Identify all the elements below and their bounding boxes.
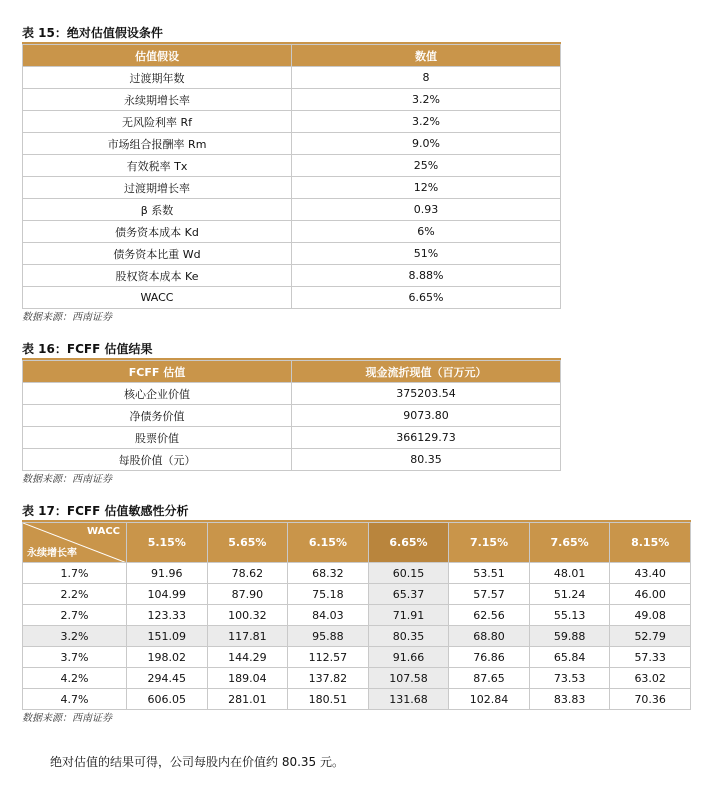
table16-section [22, 340, 561, 489]
table15-section [22, 24, 561, 327]
table17 [22, 522, 691, 710]
table16-label-cell: 股票价值 [23, 427, 292, 449]
sensitivity-row [23, 626, 691, 647]
table15-row [23, 199, 561, 221]
sensitivity-value-cell: 117.81 [207, 626, 288, 647]
growth-rate-cell: 3.2% [23, 626, 127, 647]
sensitivity-value-cell: 49.08 [610, 605, 691, 626]
sensitivity-value-cell: 55.13 [529, 605, 610, 626]
sensitivity-value-cell: 57.57 [449, 584, 530, 605]
table16-label-cell: 净债务价值 [23, 405, 292, 427]
sensitivity-value-cell: 65.84 [529, 647, 610, 668]
wacc-column-header: 5.15% [127, 523, 208, 563]
table16-body [23, 383, 561, 471]
growth-rate-cell: 4.7% [23, 689, 127, 710]
table16-value-cell: 9073.80 [292, 405, 561, 427]
table16-row [23, 449, 561, 471]
table15-row [23, 89, 561, 111]
table16-header-item: FCFF 估值 [23, 361, 292, 383]
sensitivity-value-cell: 71.91 [368, 605, 449, 626]
table15-row [23, 133, 561, 155]
table15-row [23, 155, 561, 177]
sensitivity-value-cell: 53.51 [449, 563, 530, 584]
sensitivity-value-cell: 123.33 [127, 605, 208, 626]
sensitivity-value-cell: 59.88 [529, 626, 610, 647]
table15-row [23, 177, 561, 199]
sensitivity-value-cell: 137.82 [288, 668, 369, 689]
table16-label-cell: 每股价值（元） [23, 449, 292, 471]
sensitivity-value-cell: 100.32 [207, 605, 288, 626]
sensitivity-row [23, 584, 691, 605]
table16-value-cell: 366129.73 [292, 427, 561, 449]
wacc-column-header: 8.15% [610, 523, 691, 563]
table15 [22, 44, 561, 309]
table15-label-cell: 过渡期增长率 [23, 177, 292, 199]
table15-label-cell: β 系数 [23, 199, 292, 221]
sensitivity-value-cell: 78.62 [207, 563, 288, 584]
corner-growth-label: 永续增长率 [27, 548, 77, 559]
table16-header-value: 现金流折现值（百万元） [292, 361, 561, 383]
sensitivity-value-cell: 91.96 [127, 563, 208, 584]
sensitivity-value-cell: 198.02 [127, 647, 208, 668]
sensitivity-value-cell: 104.99 [127, 584, 208, 605]
sensitivity-value-cell: 151.09 [127, 626, 208, 647]
table16-value-cell: 80.35 [292, 449, 561, 471]
table16-row [23, 383, 561, 405]
table15-label-cell: 债务资本比重 Wd [23, 243, 292, 265]
table16-caption: 表 16：FCFF 估值结果 [22, 342, 153, 356]
sensitivity-value-cell: 52.79 [610, 626, 691, 647]
sensitivity-value-cell: 102.84 [449, 689, 530, 710]
sensitivity-row [23, 689, 691, 710]
growth-rate-cell: 2.7% [23, 605, 127, 626]
table15-value-cell: 51% [292, 243, 561, 265]
sensitivity-value-cell: 60.15 [368, 563, 449, 584]
table15-source: 数据来源：西南证券 [22, 312, 112, 323]
sensitivity-value-cell: 43.40 [610, 563, 691, 584]
sensitivity-value-cell: 606.05 [127, 689, 208, 710]
wacc-column-header: 7.15% [449, 523, 530, 563]
sensitivity-value-cell: 46.00 [610, 584, 691, 605]
sensitivity-value-cell: 294.45 [127, 668, 208, 689]
table17-corner-header [23, 523, 127, 563]
table15-value-cell: 12% [292, 177, 561, 199]
table16-source: 数据来源：西南证券 [22, 474, 112, 485]
table16-label-cell: 核心企业价值 [23, 383, 292, 405]
table15-row [23, 243, 561, 265]
table15-body [23, 67, 561, 309]
table17-caption: 表 17：FCFF 估值敏感性分析 [22, 504, 189, 518]
table15-caption: 表 15：绝对估值假设条件 [22, 26, 163, 40]
table16-row [23, 405, 561, 427]
table15-value-cell: 3.2% [292, 111, 561, 133]
sensitivity-value-cell: 80.35 [368, 626, 449, 647]
conclusion-text: 绝对估值的结果可得，公司每股内在价值约 80.35 元。 [50, 755, 344, 769]
sensitivity-row [23, 605, 691, 626]
table15-row [23, 265, 561, 287]
growth-rate-cell: 4.2% [23, 668, 127, 689]
table15-value-cell: 8 [292, 67, 561, 89]
wacc-column-header: 7.65% [529, 523, 610, 563]
sensitivity-value-cell: 95.88 [288, 626, 369, 647]
table15-label-cell: 无风险利率 Rf [23, 111, 292, 133]
growth-rate-cell: 3.7% [23, 647, 127, 668]
sensitivity-value-cell: 144.29 [207, 647, 288, 668]
table17-source: 数据来源：西南证券 [22, 713, 112, 724]
sensitivity-value-cell: 62.56 [449, 605, 530, 626]
table15-header-assumption: 估值假设 [23, 45, 292, 67]
wacc-column-header: 6.65% [368, 523, 449, 563]
table15-row [23, 221, 561, 243]
sensitivity-value-cell: 189.04 [207, 668, 288, 689]
sensitivity-value-cell: 73.53 [529, 668, 610, 689]
sensitivity-value-cell: 57.33 [610, 647, 691, 668]
table15-label-cell: 有效税率 Tx [23, 155, 292, 177]
table15-label-cell: 永续期增长率 [23, 89, 292, 111]
sensitivity-value-cell: 84.03 [288, 605, 369, 626]
sensitivity-value-cell: 107.58 [368, 668, 449, 689]
sensitivity-value-cell: 131.68 [368, 689, 449, 710]
table16-value-cell: 375203.54 [292, 383, 561, 405]
table15-value-cell: 6% [292, 221, 561, 243]
sensitivity-value-cell: 112.57 [288, 647, 369, 668]
sensitivity-value-cell: 70.36 [610, 689, 691, 710]
sensitivity-row [23, 647, 691, 668]
table17-section [22, 502, 691, 728]
table15-label-cell: 过渡期年数 [23, 67, 292, 89]
table16-row [23, 427, 561, 449]
growth-rate-cell: 2.2% [23, 584, 127, 605]
table15-value-cell: 0.93 [292, 199, 561, 221]
sensitivity-value-cell: 75.18 [288, 584, 369, 605]
table15-value-cell: 8.88% [292, 265, 561, 287]
sensitivity-value-cell: 65.37 [368, 584, 449, 605]
sensitivity-value-cell: 83.83 [529, 689, 610, 710]
table15-row [23, 287, 561, 309]
sensitivity-value-cell: 51.24 [529, 584, 610, 605]
sensitivity-row [23, 668, 691, 689]
sensitivity-value-cell: 87.65 [449, 668, 530, 689]
table15-header-value: 数值 [292, 45, 561, 67]
sensitivity-row [23, 563, 691, 584]
corner-wacc-label: WACC [87, 526, 120, 537]
sensitivity-value-cell: 68.80 [449, 626, 530, 647]
sensitivity-value-cell: 48.01 [529, 563, 610, 584]
sensitivity-value-cell: 76.86 [449, 647, 530, 668]
table15-row [23, 67, 561, 89]
table15-value-cell: 6.65% [292, 287, 561, 309]
table15-row [23, 111, 561, 133]
table15-label-cell: 市场组合报酬率 Rm [23, 133, 292, 155]
wacc-column-header: 6.15% [288, 523, 369, 563]
table15-value-cell: 3.2% [292, 89, 561, 111]
table15-label-cell: WACC [23, 287, 292, 309]
sensitivity-value-cell: 281.01 [207, 689, 288, 710]
sensitivity-value-cell: 87.90 [207, 584, 288, 605]
sensitivity-value-cell: 180.51 [288, 689, 369, 710]
table15-label-cell: 债务资本成本 Kd [23, 221, 292, 243]
table15-label-cell: 股权资本成本 Ke [23, 265, 292, 287]
growth-rate-cell: 1.7% [23, 563, 127, 584]
wacc-column-header: 5.65% [207, 523, 288, 563]
sensitivity-value-cell: 91.66 [368, 647, 449, 668]
sensitivity-value-cell: 68.32 [288, 563, 369, 584]
sensitivity-value-cell: 63.02 [610, 668, 691, 689]
table17-body [23, 563, 691, 710]
table15-value-cell: 9.0% [292, 133, 561, 155]
table15-value-cell: 25% [292, 155, 561, 177]
table16 [22, 360, 561, 471]
